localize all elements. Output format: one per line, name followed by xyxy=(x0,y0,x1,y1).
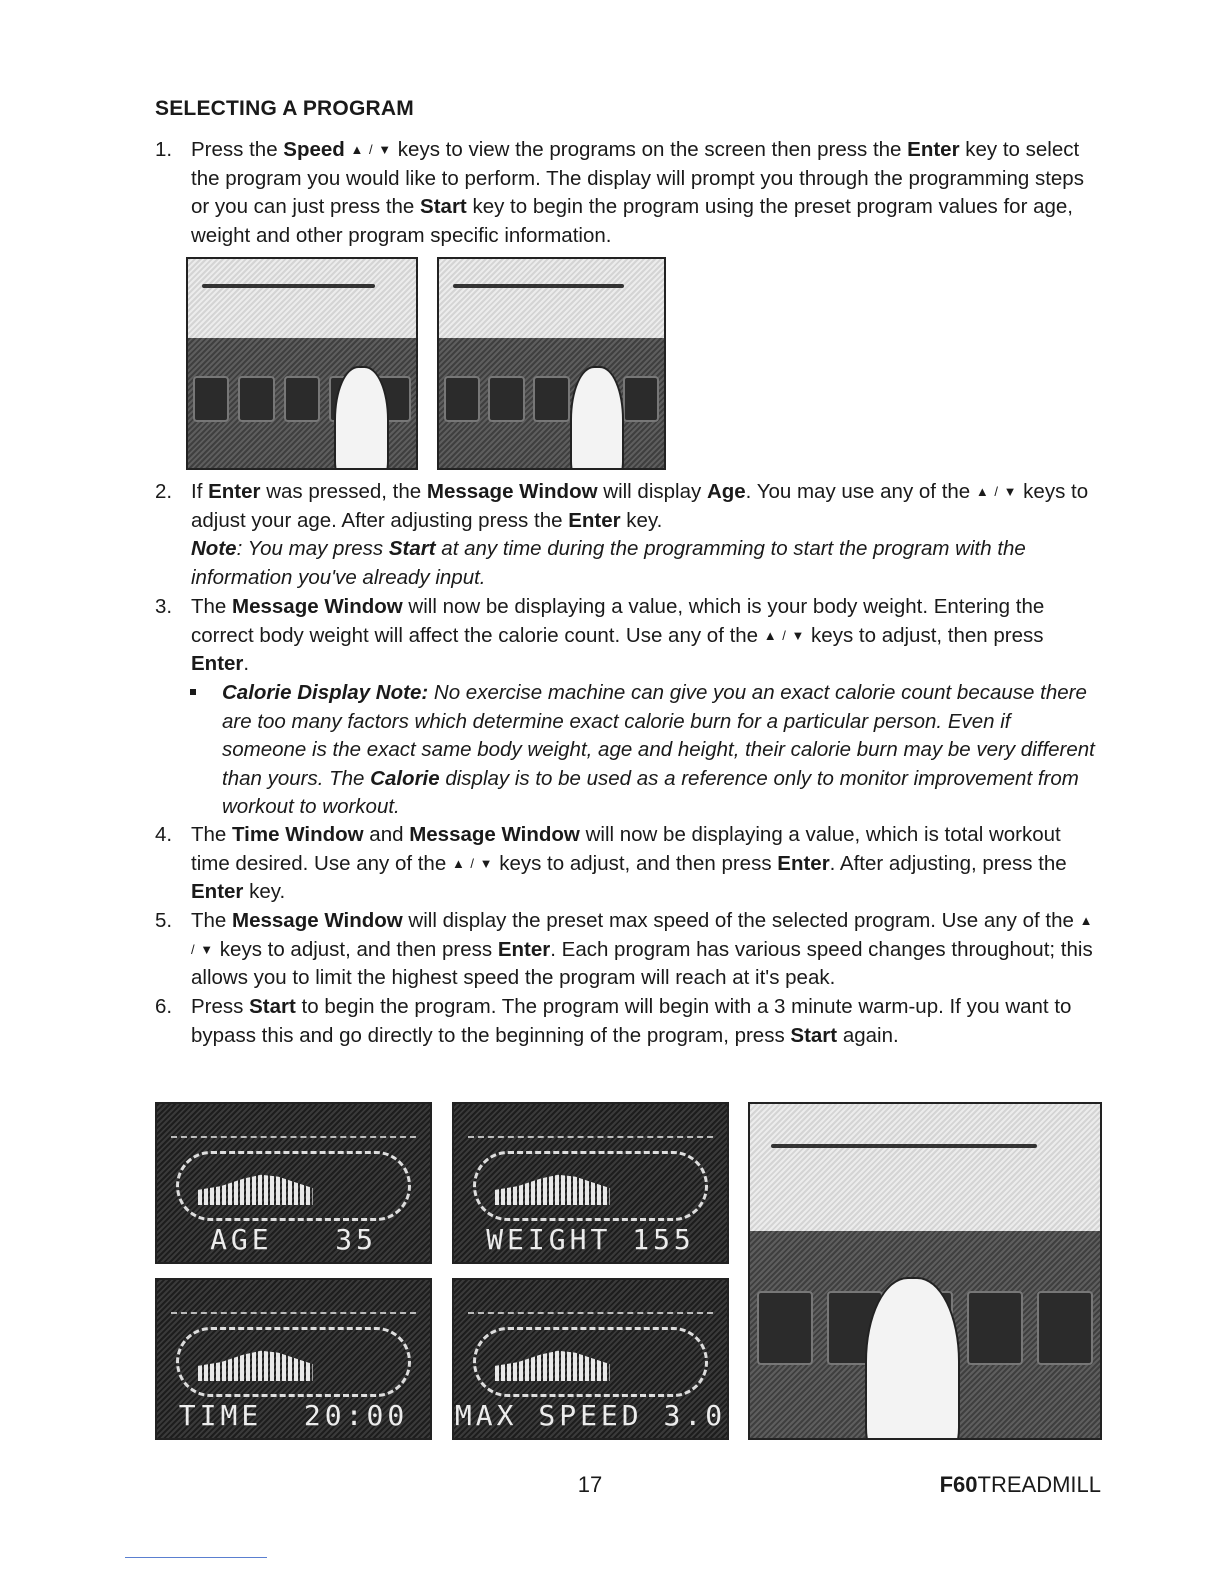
finger-pressing-icon xyxy=(865,1277,960,1440)
up-down-arrows-icon: ▲ / ▼ xyxy=(975,484,1018,499)
lcd-max-speed-screen xyxy=(452,1278,729,1440)
up-down-arrows-icon: ▲ / ▼ xyxy=(763,627,806,643)
console-photo-start-key xyxy=(748,1102,1102,1440)
step-5: 5. The Message Window will display the preset max speed of the selected program. Use any of the ▲ / ▼ keys to adjust, and then press Enter. Each program has various speed changes throughout; this allows you to limit the highest speed the program will reach at it's peak. xyxy=(155,909,1094,990)
lcd-age-screen xyxy=(155,1102,432,1264)
console-photo-enter-key xyxy=(437,257,666,470)
footer-link-underline xyxy=(125,1557,267,1558)
step-1: 1. Press the Speed ▲ / ▼ keys to view the programs on the screen then press the Enter key to select the program you would like to perform. The display will prompt you through the programming steps or you can just press the Start key to begin the program using the preset program values for age, weight and other program specific information. xyxy=(155,138,1084,247)
step-number: 1. xyxy=(155,138,173,161)
lcd-weight-screen xyxy=(452,1102,729,1264)
lcd-time-screen xyxy=(155,1278,432,1440)
up-down-arrows-icon: ▲ / ▼ xyxy=(451,855,494,871)
note: Note: You may press Start at any time during the programming to start the program with the information you've already input. xyxy=(191,537,1026,589)
lcd-message: TIME 20:00 xyxy=(178,1398,409,1432)
calorie-note: Calorie Display Note: No exercise machine can give you an exact calorie count because there are too many factors which determine exact calorie burn for a particular person. Even if someone is the exact same body weight, age and height, their calorie burn may be very different than yours. The Calorie display is to be used as a reference only to monitor improvement from workout to workout. xyxy=(190,679,1095,822)
model-name: F60TREADMILL xyxy=(939,1472,1101,1497)
finger-pressing-icon xyxy=(334,366,388,470)
up-down-arrows-icon: ▲ / ▼ xyxy=(350,142,393,157)
console-photo-speed-keys xyxy=(186,257,418,470)
lcd-message: AGE 35 xyxy=(210,1222,377,1256)
step-6: 6. Press Start to begin the program. The program will begin with a 3 minute warm-up. If you want to bypass this and go directly to the beginning of the program, press Start again. xyxy=(155,995,1072,1047)
lcd-message: MAX SPEED 3.0 xyxy=(454,1398,727,1432)
page-number: 17 xyxy=(577,1472,603,1497)
section-heading: SELECTING A PROGRAM xyxy=(155,97,414,120)
lcd-message: WEIGHT 155 xyxy=(486,1222,695,1256)
step-4: 4. The Time Window and Message Window will now be displaying a value, which is total workout time desired. Use any of the ▲ / ▼ keys to adjust, and then press Enter. After adjusting, press the Enter key. xyxy=(155,823,1067,904)
up-down-arrows-icon: ▲ / ▼ xyxy=(191,913,1094,957)
finger-pressing-icon xyxy=(570,366,624,470)
step-3: 3. The Message Window will now be displaying a value, which is your body weight. Entering the correct body weight will affect the calorie count. Use any of the ▲ / ▼ keys to adjust, then press Enter. xyxy=(155,595,1045,676)
bullet-icon xyxy=(190,689,196,695)
step-2: 2. If Enter was pressed, the Message Window will display Age. You may use any of the ▲ / ▼ keys to adjust your age. After adjusting press the Enter key. Note: You may press Start at any time during the programming to start the program with the information you've already input. xyxy=(155,480,1089,589)
